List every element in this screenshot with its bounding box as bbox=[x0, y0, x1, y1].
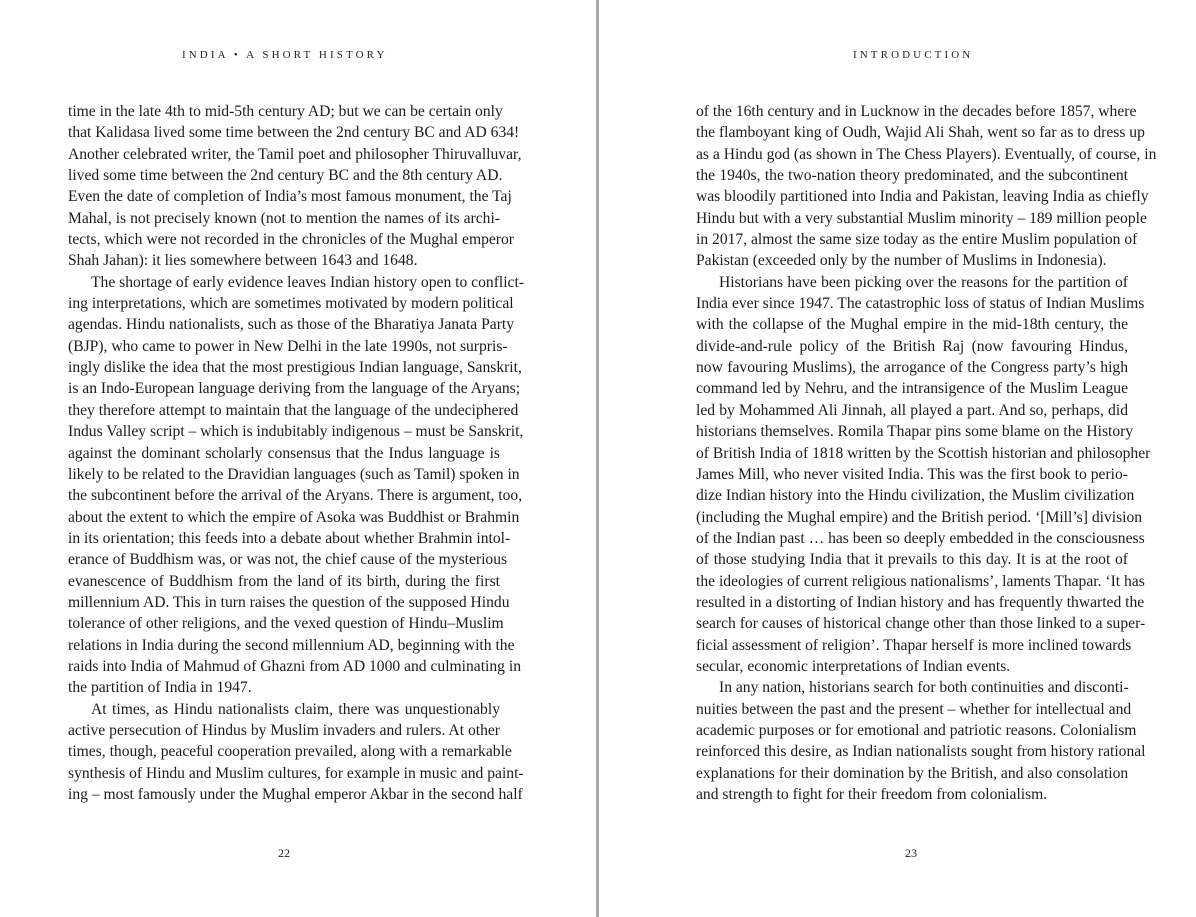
text-line: India ever since 1947. The catastrophic loss of status of Indian Muslims bbox=[696, 295, 1145, 313]
right-page-body bbox=[696, 101, 1157, 805]
text-line: dize Indian history into the Hindu civilization, the Muslim civilization bbox=[696, 487, 1135, 505]
text-line: nuities between the past and the present – whether for intellectual and bbox=[696, 700, 1132, 718]
text-line: evanescence of Buddhism from the land of its birth, during the first bbox=[68, 572, 500, 590]
text-line: search for causes of historical change other than those linked to a super- bbox=[696, 615, 1146, 633]
text-line: the partition of India in 1947. bbox=[68, 679, 252, 697]
text-line: time in the late 4th to mid-5th century AD; but we can be certain only bbox=[68, 103, 503, 120]
text-line: times, though, peaceful cooperation prevailed, along with a remarkable bbox=[68, 743, 512, 761]
text-line: against the dominant scholarly consensus that the Indus language is bbox=[68, 444, 500, 462]
text-line: the 1940s, the two-nation theory predominated, and the subcontinent bbox=[696, 167, 1128, 185]
text-line: led by Mohammed Ali Jinnah, all played a part. And so, perhaps, did bbox=[696, 401, 1128, 419]
text-line: Hindu but with a very substantial Muslim minority – 189 million people bbox=[696, 209, 1147, 227]
text-line: as a Hindu god (as shown in The Chess Players). Eventually, of course, in bbox=[696, 145, 1157, 163]
text-line: The shortage of early evidence leaves Indian history open to conflict- bbox=[91, 273, 524, 291]
text-line: ing interpretations, which are sometimes motivated by modern political bbox=[68, 295, 514, 313]
right-page bbox=[599, 0, 1196, 917]
text-line: synthesis of Hindu and Muslim cultures, for example in music and paint- bbox=[68, 764, 524, 782]
text-line: academic purposes or for emotional and patriotic reasons. Colonialism bbox=[696, 721, 1137, 739]
text-line: In any nation, historians search for both continuities and disconti- bbox=[719, 679, 1129, 697]
text-line: likely to be related to the Dravidian languages (such as Tamil) spoken in bbox=[68, 465, 520, 483]
text-line: reinforced this desire, as Indian nationalists sought from history rational bbox=[696, 743, 1146, 761]
page-number-left: 22 bbox=[278, 846, 290, 860]
text-line: with the collapse of the Mughal empire in the mid-18th century, the bbox=[696, 316, 1128, 334]
text-line: in its orientation; this feeds into a debate about whether Brahmin intol- bbox=[68, 529, 511, 547]
text-line: the flamboyant king of Oudh, Wajid Ali Shah, went so far as to dress up bbox=[696, 124, 1145, 142]
text-line: resulted in a distorting of Indian history and has frequently thwarted the bbox=[696, 593, 1145, 611]
text-line: agendas. Hindu nationalists, such as those of the Bharatiya Janata Party bbox=[68, 316, 515, 334]
text-line: active persecution of Hindus by Muslim invaders and rulers. At other bbox=[68, 721, 500, 739]
text-line: command led by Nehru, and the intransigence of the Muslim League bbox=[696, 380, 1128, 398]
text-line: Historians have been picking over the reasons for the partition of bbox=[719, 273, 1128, 291]
text-line: the subcontinent before the arrival of the Aryans. There is argument, too, bbox=[68, 487, 523, 505]
text-line: in 2017, almost the same size today as the entire Muslim population of bbox=[696, 231, 1138, 249]
text-line: and strength to fight for their freedom from colonialism. bbox=[696, 786, 1048, 803]
text-line: of British India of 1818 written by the Scottish historian and philosopher bbox=[696, 444, 1151, 462]
left-page bbox=[0, 0, 596, 917]
text-line: At times, as Hindu nationalists claim, there was unquestionably bbox=[91, 700, 500, 718]
text-line: is an Indo-European language deriving from the language of the Aryans; bbox=[68, 380, 521, 398]
text-line: Pakistan (exceeded only by the number of Muslims in Indonesia). bbox=[696, 252, 1107, 270]
text-line: relations in India during the second millennium AD, beginning with the bbox=[68, 636, 515, 654]
text-line: raids into India of Mahmud of Ghazni from AD 1000 and culminating in bbox=[68, 657, 522, 675]
text-line: was bloodily partitioned into India and Pakistan, leaving India as chiefly bbox=[696, 188, 1149, 206]
page-number-right: 23 bbox=[905, 846, 917, 860]
text-line: Shah Jahan): it lies somewhere between 1643 and 1648. bbox=[68, 252, 418, 270]
text-line: about the extent to which the empire of Asoka was Buddhist or Brahmin bbox=[68, 508, 520, 526]
text-line: Mahal, is not precisely known (not to mention the names of its archi- bbox=[68, 209, 500, 227]
text-line: millennium AD. This in turn raises the question of the supposed Hindu bbox=[68, 593, 510, 611]
text-line: ing – most famously under the Mughal emperor Akbar in the second half bbox=[68, 786, 523, 803]
text-line: tolerance of other religions, and the vexed question of Hindu–Muslim bbox=[68, 615, 504, 633]
text-line: Even the date of completion of India’s most famous monument, the Taj bbox=[68, 188, 512, 206]
text-line: secular, economic interpretations of Indian events. bbox=[696, 657, 1011, 675]
text-line: of the Indian past … has been so deeply embedded in the consciousness bbox=[696, 529, 1145, 547]
text-line: ficial assessment of religion’. Thapar herself is more inclined towards bbox=[696, 636, 1132, 654]
text-line: Another celebrated writer, the Tamil poet and philosopher Thiruvalluvar, bbox=[68, 145, 522, 163]
text-line: they therefore attempt to maintain that the language of the undeciphered bbox=[68, 401, 519, 419]
text-line: historians themselves. Romila Thapar pins some blame on the History bbox=[696, 423, 1134, 441]
text-line: explanations for their domination by the British, and also consolation bbox=[696, 764, 1129, 782]
text-line: of those studying India that it prevails to this day. It is at the root of bbox=[696, 551, 1128, 569]
text-line: ingly dislike the idea that the most prestigious Indian language, Sanskrit, bbox=[68, 359, 522, 377]
text-line: James Mill, who never visited India. This was the first book to perio- bbox=[696, 465, 1128, 483]
text-line: tects, which were not recorded in the chronicles of the Mughal emperor bbox=[68, 231, 514, 249]
text-line: lived some time between the 2nd century BC and the 8th century AD. bbox=[68, 167, 503, 185]
text-line: (BJP), who came to power in New Delhi in the late 1990s, not surpris- bbox=[68, 337, 508, 355]
text-line: now favouring Muslims), the arrogance of the Congress party’s high bbox=[696, 359, 1128, 377]
text-line: (including the Mughal empire) and the British period. ‘[Mill’s] division bbox=[696, 508, 1143, 526]
text-line: erance of Buddhism was, or was not, the chief cause of the mysterious bbox=[68, 551, 508, 569]
text-line: divide-and-rule policy of the British Raj (now favouring Hindus, bbox=[696, 337, 1128, 355]
running-head-left: INDIA • A SHORT HISTORY bbox=[182, 49, 388, 61]
running-head-right: INTRODUCTION bbox=[853, 49, 974, 61]
text-line: the ideologies of current religious nationalisms’, laments Thapar. ‘It has bbox=[696, 572, 1145, 590]
text-line: Indus Valley script – which is indubitably indigenous – must be Sanskrit, bbox=[68, 423, 524, 441]
left-page-body bbox=[68, 101, 524, 805]
text-line: that Kalidasa lived some time between the 2nd century BC and AD 634! bbox=[68, 124, 520, 142]
text-line: of the 16th century and in Lucknow in the decades before 1857, where bbox=[696, 103, 1137, 120]
